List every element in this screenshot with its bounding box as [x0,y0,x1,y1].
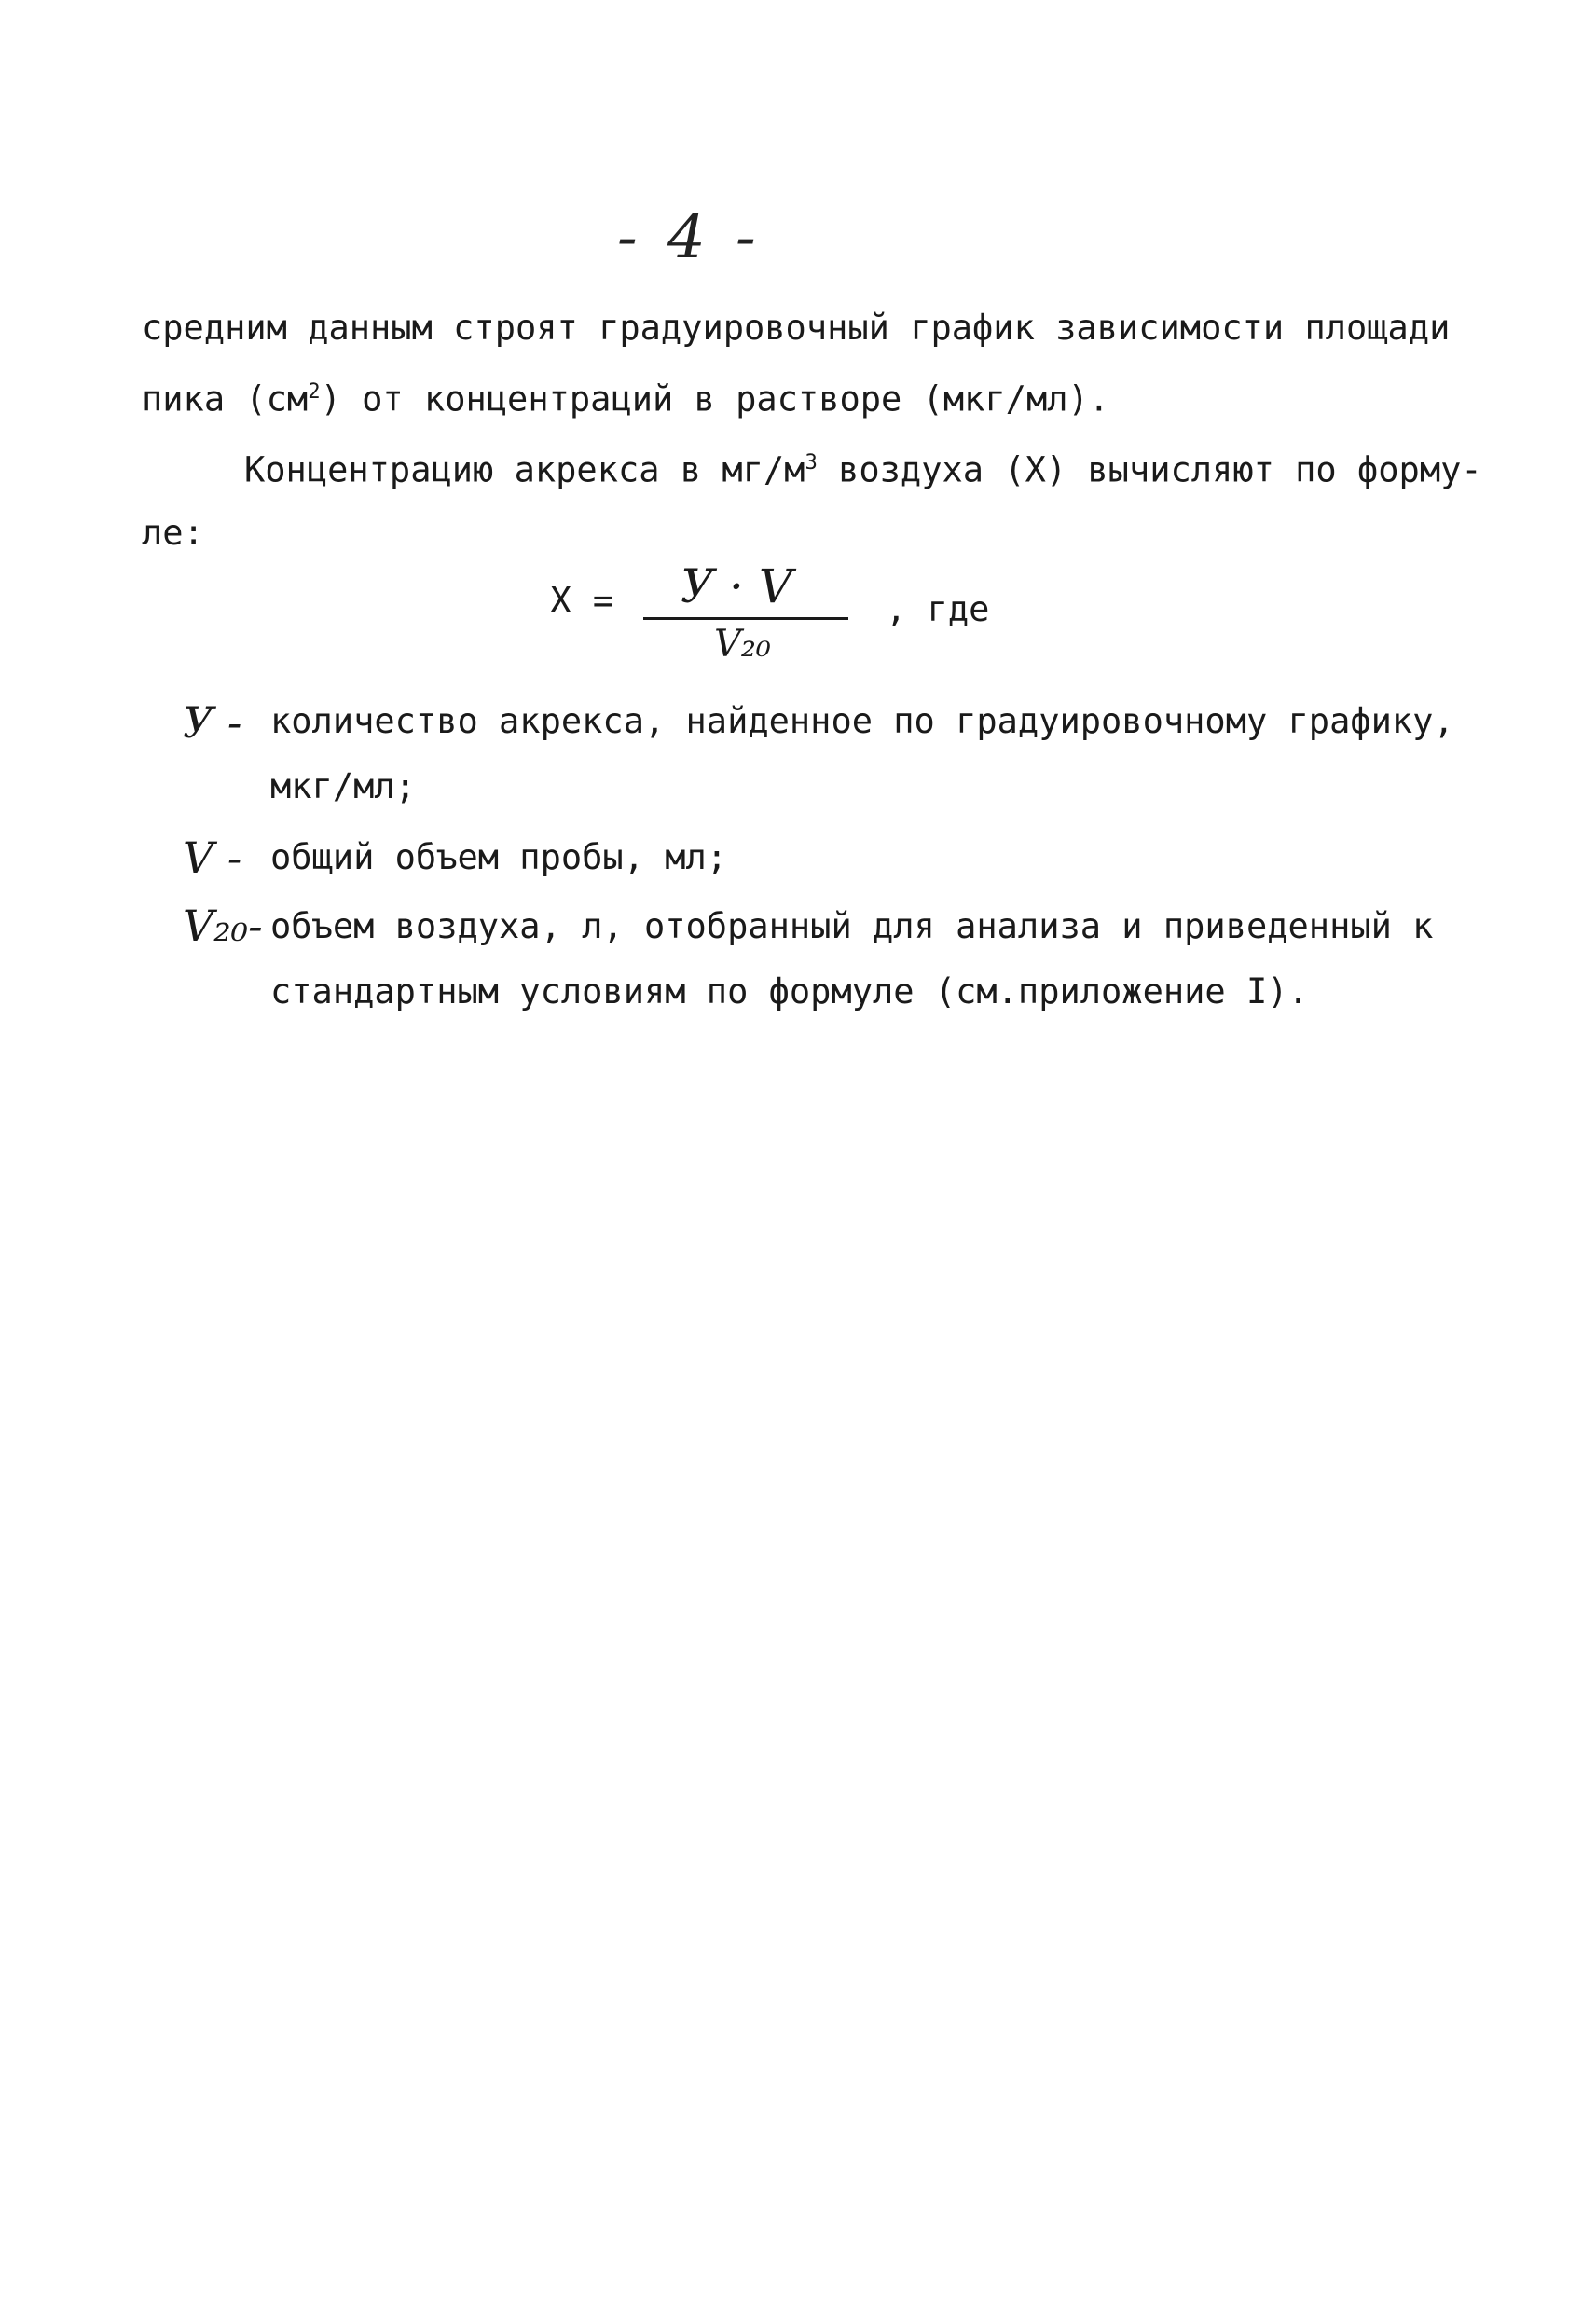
paragraph2-line2: ле: [142,513,204,553]
definition-v20-line1: объем воздуха, л, отобранный для анализа и приведенный к [270,906,1434,946]
definition-symbol-y: У - [183,697,242,748]
definition-v-line1: общий объем пробы, мл; [270,837,728,877]
formula-denominator: V₂₀ [714,623,771,666]
formula [541,559,1025,690]
paragraph1-line2 [142,371,1109,420]
definition-y-line1: количество акрекса, найденное по градуировочному графику, [270,701,1454,741]
superscript-3: 3 [805,450,818,475]
paragraph1-line1: средним данным строят градуировочный график зависимости площади [142,308,1451,348]
formula-lhs: Х = [550,580,614,621]
definition-y-line2: мкг/мл; [270,766,416,806]
paragraph2-line1-pre: Концентрацию акрекса в мг/м [244,449,805,490]
formula-numerator: У · V [681,559,792,613]
paragraph1-line2-post: ) от концентраций в растворе (мкг/мл). [320,378,1110,420]
formula-tail: , где [886,589,990,629]
paragraph2-line1 [244,442,1482,490]
paragraph1-line2-pre: пика (см [142,378,309,420]
page-number: - 4 - [617,203,762,272]
definition-v20-line2: стандартным условиям по формуле (см.приложение I). [270,971,1309,1012]
superscript-2: 2 [308,379,321,404]
definition-symbol-v: V - [183,833,242,883]
paragraph2-line1-post: воздуха (Х) вычисляют по форму- [817,449,1482,490]
definition-symbol-v20: V₂₀- [183,901,263,951]
fraction-bar [643,617,848,620]
